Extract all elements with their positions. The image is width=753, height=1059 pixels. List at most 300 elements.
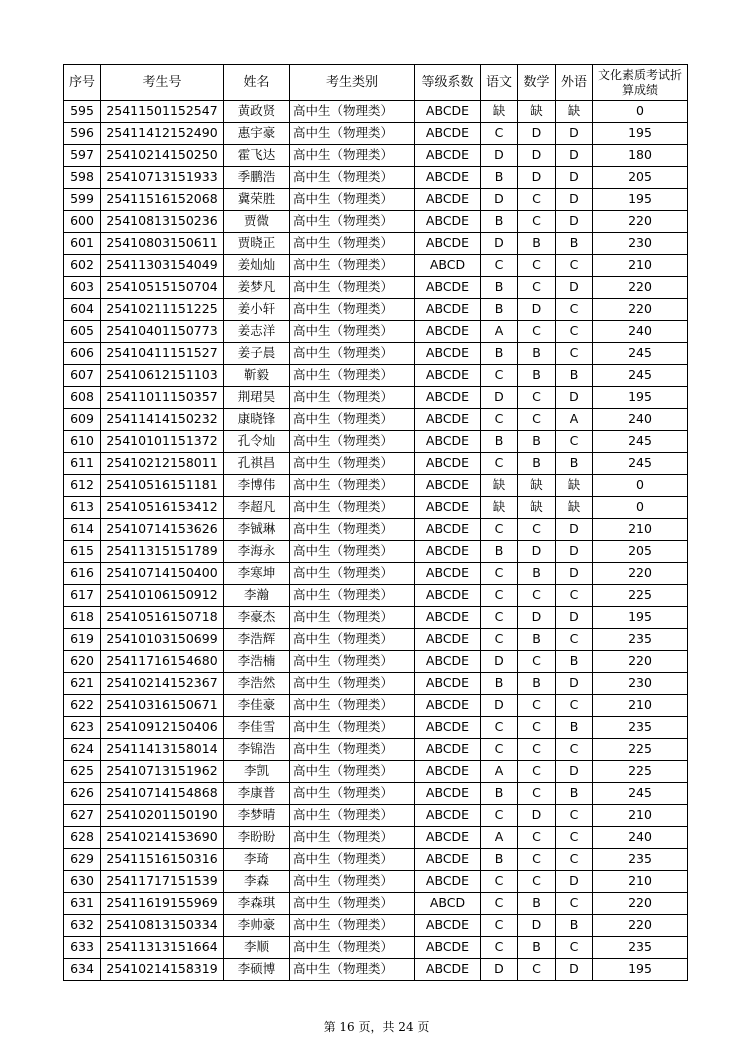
cell-chinese: D: [481, 145, 518, 167]
cell-foreign: D: [556, 607, 593, 629]
cell-grade-coef: ABCDE: [415, 783, 481, 805]
cell-math: B: [518, 233, 556, 255]
cell-chinese: C: [481, 739, 518, 761]
cell-category: 高中生（物理类）: [290, 277, 415, 299]
cell-grade-coef: ABCDE: [415, 299, 481, 321]
cell-foreign: 缺: [556, 475, 593, 497]
cell-chinese: B: [481, 431, 518, 453]
cell-exam-no: 25410411151527: [101, 343, 224, 365]
cell-math: C: [518, 783, 556, 805]
cell-name: 李浩楠: [224, 651, 290, 673]
cell-foreign: D: [556, 541, 593, 563]
cell-chinese: D: [481, 695, 518, 717]
cell-foreign: C: [556, 827, 593, 849]
cell-foreign: D: [556, 211, 593, 233]
cell-category: 高中生（物理类）: [290, 101, 415, 123]
cell-math: C: [518, 871, 556, 893]
cell-math: C: [518, 409, 556, 431]
cell-math: C: [518, 739, 556, 761]
cell-category: 高中生（物理类）: [290, 893, 415, 915]
cell-name: 姜小轩: [224, 299, 290, 321]
cell-score: 225: [593, 739, 688, 761]
cell-score: 235: [593, 849, 688, 871]
cell-category: 高中生（物理类）: [290, 541, 415, 563]
header-score: 文化素质考试折算成绩: [593, 65, 688, 101]
table-row: [64, 409, 688, 431]
cell-chinese: 缺: [481, 101, 518, 123]
cell-seq: 633: [64, 937, 101, 959]
cell-exam-no: 25410516151181: [101, 475, 224, 497]
cell-grade-coef: ABCDE: [415, 717, 481, 739]
cell-chinese: C: [481, 893, 518, 915]
cell-foreign: C: [556, 893, 593, 915]
table-row: [64, 321, 688, 343]
cell-score: 220: [593, 299, 688, 321]
cell-chinese: C: [481, 255, 518, 277]
cell-name: 李帅豪: [224, 915, 290, 937]
cell-name: 李浩然: [224, 673, 290, 695]
table-row: [64, 717, 688, 739]
cell-grade-coef: ABCDE: [415, 167, 481, 189]
cell-chinese: C: [481, 937, 518, 959]
cell-grade-coef: ABCDE: [415, 651, 481, 673]
cell-category: 高中生（物理类）: [290, 145, 415, 167]
cell-foreign: B: [556, 717, 593, 739]
cell-seq: 629: [64, 849, 101, 871]
cell-chinese: C: [481, 607, 518, 629]
cell-chinese: C: [481, 915, 518, 937]
cell-foreign: D: [556, 871, 593, 893]
cell-grade-coef: ABCD: [415, 255, 481, 277]
cell-score: 180: [593, 145, 688, 167]
cell-grade-coef: ABCDE: [415, 387, 481, 409]
table-row: [64, 937, 688, 959]
table-row: [64, 849, 688, 871]
table-row: [64, 519, 688, 541]
cell-seq: 628: [64, 827, 101, 849]
cell-exam-no: 25410212158011: [101, 453, 224, 475]
cell-chinese: D: [481, 233, 518, 255]
cell-name: 姜灿灿: [224, 255, 290, 277]
cell-grade-coef: ABCDE: [415, 937, 481, 959]
cell-math: C: [518, 321, 556, 343]
cell-grade-coef: ABCDE: [415, 629, 481, 651]
cell-seq: 627: [64, 805, 101, 827]
cell-name: 李瀚: [224, 585, 290, 607]
cell-foreign: A: [556, 409, 593, 431]
header-math: 数学: [518, 65, 556, 101]
cell-category: 高中生（物理类）: [290, 761, 415, 783]
cell-foreign: D: [556, 189, 593, 211]
cell-score: 195: [593, 387, 688, 409]
cell-name: 李寒坤: [224, 563, 290, 585]
cell-exam-no: 25410713151962: [101, 761, 224, 783]
cell-grade-coef: ABCDE: [415, 761, 481, 783]
cell-math: B: [518, 343, 556, 365]
cell-name: 荆珺昊: [224, 387, 290, 409]
cell-grade-coef: ABCDE: [415, 431, 481, 453]
cell-score: 235: [593, 629, 688, 651]
cell-math: 缺: [518, 475, 556, 497]
header-row: [64, 65, 688, 101]
cell-category: 高中生（物理类）: [290, 563, 415, 585]
table-row: [64, 299, 688, 321]
cell-exam-no: 25410813150236: [101, 211, 224, 233]
cell-name: 李森: [224, 871, 290, 893]
cell-chinese: D: [481, 959, 518, 981]
table-row: [64, 959, 688, 981]
cell-chinese: B: [481, 849, 518, 871]
cell-math: D: [518, 145, 556, 167]
cell-category: 高中生（物理类）: [290, 695, 415, 717]
cell-seq: 601: [64, 233, 101, 255]
cell-score: 230: [593, 233, 688, 255]
table-row: [64, 695, 688, 717]
cell-foreign: C: [556, 739, 593, 761]
cell-exam-no: 25411011150357: [101, 387, 224, 409]
cell-grade-coef: ABCDE: [415, 101, 481, 123]
cell-exam-no: 25410214158319: [101, 959, 224, 981]
cell-score: 245: [593, 453, 688, 475]
cell-math: C: [518, 959, 556, 981]
cell-math: C: [518, 277, 556, 299]
cell-foreign: D: [556, 673, 593, 695]
cell-seq: 631: [64, 893, 101, 915]
cell-math: C: [518, 761, 556, 783]
cell-seq: 624: [64, 739, 101, 761]
cell-chinese: A: [481, 761, 518, 783]
table-row: [64, 189, 688, 211]
cell-seq: 614: [64, 519, 101, 541]
cell-score: 195: [593, 959, 688, 981]
table-row: [64, 893, 688, 915]
cell-name: 李盼盼: [224, 827, 290, 849]
cell-name: 冀荣胜: [224, 189, 290, 211]
cell-exam-no: 25411516152068: [101, 189, 224, 211]
cell-name: 李博伟: [224, 475, 290, 497]
cell-category: 高中生（物理类）: [290, 255, 415, 277]
cell-exam-no: 25410103150699: [101, 629, 224, 651]
cell-chinese: C: [481, 519, 518, 541]
cell-score: 210: [593, 255, 688, 277]
cell-seq: 607: [64, 365, 101, 387]
cell-grade-coef: ABCDE: [415, 959, 481, 981]
cell-score: 240: [593, 827, 688, 849]
cell-score: 205: [593, 541, 688, 563]
cell-seq: 606: [64, 343, 101, 365]
cell-score: 220: [593, 211, 688, 233]
cell-name: 黄政贤: [224, 101, 290, 123]
cell-seq: 625: [64, 761, 101, 783]
cell-seq: 634: [64, 959, 101, 981]
cell-grade-coef: ABCDE: [415, 189, 481, 211]
cell-math: B: [518, 365, 556, 387]
cell-math: D: [518, 167, 556, 189]
cell-exam-no: 25411414150232: [101, 409, 224, 431]
cell-grade-coef: ABCDE: [415, 739, 481, 761]
cell-chinese: B: [481, 167, 518, 189]
cell-foreign: D: [556, 123, 593, 145]
cell-chinese: D: [481, 189, 518, 211]
cell-exam-no: 25410803150611: [101, 233, 224, 255]
table-row: [64, 827, 688, 849]
cell-grade-coef: ABCDE: [415, 607, 481, 629]
cell-exam-no: 25410714150400: [101, 563, 224, 585]
cell-category: 高中生（物理类）: [290, 123, 415, 145]
cell-foreign: C: [556, 937, 593, 959]
cell-exam-no: 25411412152490: [101, 123, 224, 145]
cell-exam-no: 25411413158014: [101, 739, 224, 761]
cell-math: 缺: [518, 101, 556, 123]
table-row: [64, 629, 688, 651]
cell-name: 靳毅: [224, 365, 290, 387]
cell-category: 高中生（物理类）: [290, 321, 415, 343]
cell-exam-no: 25410714154868: [101, 783, 224, 805]
cell-category: 高中生（物理类）: [290, 189, 415, 211]
header-chinese: 语文: [481, 65, 518, 101]
table-row: [64, 387, 688, 409]
cell-seq: 611: [64, 453, 101, 475]
cell-chinese: D: [481, 387, 518, 409]
cell-exam-no: 25411619155969: [101, 893, 224, 915]
cell-category: 高中生（物理类）: [290, 827, 415, 849]
cell-foreign: D: [556, 519, 593, 541]
cell-score: 195: [593, 189, 688, 211]
header-seq: 序号: [64, 65, 101, 101]
cell-name: 李锦浩: [224, 739, 290, 761]
cell-exam-no: 25410401150773: [101, 321, 224, 343]
cell-category: 高中生（物理类）: [290, 233, 415, 255]
cell-score: 240: [593, 409, 688, 431]
cell-category: 高中生（物理类）: [290, 211, 415, 233]
cell-seq: 617: [64, 585, 101, 607]
table-row: [64, 211, 688, 233]
table-row: [64, 233, 688, 255]
cell-exam-no: 25410211151225: [101, 299, 224, 321]
cell-score: 235: [593, 717, 688, 739]
cell-math: B: [518, 893, 556, 915]
cell-chinese: B: [481, 541, 518, 563]
cell-chinese: B: [481, 673, 518, 695]
cell-seq: 605: [64, 321, 101, 343]
cell-grade-coef: ABCDE: [415, 695, 481, 717]
cell-chinese: A: [481, 827, 518, 849]
cell-name: 姜志洋: [224, 321, 290, 343]
cell-chinese: B: [481, 783, 518, 805]
cell-math: B: [518, 673, 556, 695]
cell-name: 李佳豪: [224, 695, 290, 717]
cell-category: 高中生（物理类）: [290, 167, 415, 189]
cell-name: 李铖琳: [224, 519, 290, 541]
cell-category: 高中生（物理类）: [290, 937, 415, 959]
cell-score: 195: [593, 123, 688, 145]
cell-math: C: [518, 717, 556, 739]
cell-exam-no: 25410214150250: [101, 145, 224, 167]
cell-category: 高中生（物理类）: [290, 387, 415, 409]
cell-name: 李浩辉: [224, 629, 290, 651]
cell-chinese: C: [481, 871, 518, 893]
cell-name: 李硕博: [224, 959, 290, 981]
cell-exam-no: 25411313151664: [101, 937, 224, 959]
cell-score: 240: [593, 321, 688, 343]
cell-category: 高中生（物理类）: [290, 431, 415, 453]
cell-chinese: C: [481, 453, 518, 475]
cell-seq: 595: [64, 101, 101, 123]
cell-math: C: [518, 189, 556, 211]
cell-foreign: C: [556, 629, 593, 651]
table-row: [64, 783, 688, 805]
cell-grade-coef: ABCDE: [415, 343, 481, 365]
header-grade-coef: 等级系数: [415, 65, 481, 101]
cell-foreign: C: [556, 695, 593, 717]
cell-category: 高中生（物理类）: [290, 453, 415, 475]
cell-grade-coef: ABCDE: [415, 519, 481, 541]
cell-chinese: A: [481, 321, 518, 343]
cell-score: 230: [593, 673, 688, 695]
cell-chinese: C: [481, 805, 518, 827]
cell-seq: 623: [64, 717, 101, 739]
cell-math: D: [518, 607, 556, 629]
table-row: [64, 651, 688, 673]
cell-math: C: [518, 695, 556, 717]
cell-foreign: D: [556, 145, 593, 167]
cell-grade-coef: ABCDE: [415, 585, 481, 607]
cell-name: 李超凡: [224, 497, 290, 519]
cell-score: 0: [593, 497, 688, 519]
cell-foreign: B: [556, 365, 593, 387]
cell-score: 195: [593, 607, 688, 629]
cell-name: 李海永: [224, 541, 290, 563]
cell-category: 高中生（物理类）: [290, 475, 415, 497]
cell-math: C: [518, 387, 556, 409]
cell-foreign: B: [556, 915, 593, 937]
cell-foreign: 缺: [556, 497, 593, 519]
table-row: [64, 607, 688, 629]
cell-category: 高中生（物理类）: [290, 673, 415, 695]
cell-chinese: B: [481, 211, 518, 233]
cell-math: D: [518, 915, 556, 937]
cell-score: 210: [593, 805, 688, 827]
cell-seq: 610: [64, 431, 101, 453]
cell-category: 高中生（物理类）: [290, 519, 415, 541]
cell-seq: 616: [64, 563, 101, 585]
cell-name: 惠宇豪: [224, 123, 290, 145]
cell-grade-coef: ABCDE: [415, 871, 481, 893]
cell-math: C: [518, 519, 556, 541]
table-row: [64, 453, 688, 475]
cell-exam-no: 25410516150718: [101, 607, 224, 629]
cell-seq: 598: [64, 167, 101, 189]
score-table: [63, 64, 688, 981]
cell-name: 霍飞达: [224, 145, 290, 167]
cell-seq: 613: [64, 497, 101, 519]
cell-chinese: C: [481, 409, 518, 431]
cell-chinese: C: [481, 629, 518, 651]
table-row: [64, 739, 688, 761]
cell-seq: 602: [64, 255, 101, 277]
cell-category: 高中生（物理类）: [290, 871, 415, 893]
cell-foreign: B: [556, 233, 593, 255]
cell-grade-coef: ABCDE: [415, 453, 481, 475]
cell-exam-no: 25410813150334: [101, 915, 224, 937]
cell-name: 李豪杰: [224, 607, 290, 629]
cell-category: 高中生（物理类）: [290, 805, 415, 827]
cell-foreign: B: [556, 783, 593, 805]
cell-grade-coef: ABCDE: [415, 475, 481, 497]
cell-score: 245: [593, 365, 688, 387]
cell-score: 220: [593, 563, 688, 585]
cell-seq: 609: [64, 409, 101, 431]
header-foreign: 外语: [556, 65, 593, 101]
table-row: [64, 563, 688, 585]
cell-score: 205: [593, 167, 688, 189]
table-row: [64, 871, 688, 893]
cell-score: 245: [593, 431, 688, 453]
cell-exam-no: 25411501152547: [101, 101, 224, 123]
cell-category: 高中生（物理类）: [290, 629, 415, 651]
cell-exam-no: 25410713151933: [101, 167, 224, 189]
table-row: [64, 761, 688, 783]
cell-chinese: C: [481, 563, 518, 585]
cell-category: 高中生（物理类）: [290, 607, 415, 629]
cell-score: 235: [593, 937, 688, 959]
page-footer: 第 16 页，共 24 页: [323, 1020, 430, 1034]
cell-grade-coef: ABCDE: [415, 123, 481, 145]
cell-category: 高中生（物理类）: [290, 343, 415, 365]
cell-name: 康晓锋: [224, 409, 290, 431]
cell-math: D: [518, 541, 556, 563]
cell-chinese: B: [481, 343, 518, 365]
cell-foreign: D: [556, 761, 593, 783]
cell-name: 李顺: [224, 937, 290, 959]
cell-exam-no: 25410214153690: [101, 827, 224, 849]
cell-name: 姜梦凡: [224, 277, 290, 299]
cell-seq: 622: [64, 695, 101, 717]
cell-name: 孔令灿: [224, 431, 290, 453]
cell-name: 李佳雪: [224, 717, 290, 739]
cell-grade-coef: ABCDE: [415, 409, 481, 431]
cell-seq: 612: [64, 475, 101, 497]
cell-grade-coef: ABCDE: [415, 805, 481, 827]
cell-exam-no: 25410516153412: [101, 497, 224, 519]
cell-foreign: C: [556, 343, 593, 365]
cell-grade-coef: ABCDE: [415, 541, 481, 563]
cell-name: 贾微: [224, 211, 290, 233]
cell-seq: 600: [64, 211, 101, 233]
cell-foreign: B: [556, 651, 593, 673]
cell-math: B: [518, 453, 556, 475]
cell-name: 姜子晨: [224, 343, 290, 365]
cell-grade-coef: ABCDE: [415, 321, 481, 343]
cell-foreign: C: [556, 255, 593, 277]
cell-grade-coef: ABCDE: [415, 563, 481, 585]
cell-seq: 630: [64, 871, 101, 893]
cell-seq: 619: [64, 629, 101, 651]
cell-foreign: D: [556, 563, 593, 585]
cell-math: D: [518, 805, 556, 827]
cell-math: B: [518, 431, 556, 453]
cell-category: 高中生（物理类）: [290, 959, 415, 981]
table-row: [64, 431, 688, 453]
cell-category: 高中生（物理类）: [290, 783, 415, 805]
header-exam-no: 考生号: [101, 65, 224, 101]
cell-chinese: 缺: [481, 475, 518, 497]
cell-chinese: C: [481, 123, 518, 145]
cell-category: 高中生（物理类）: [290, 585, 415, 607]
cell-category: 高中生（物理类）: [290, 739, 415, 761]
cell-math: B: [518, 937, 556, 959]
cell-score: 220: [593, 915, 688, 937]
